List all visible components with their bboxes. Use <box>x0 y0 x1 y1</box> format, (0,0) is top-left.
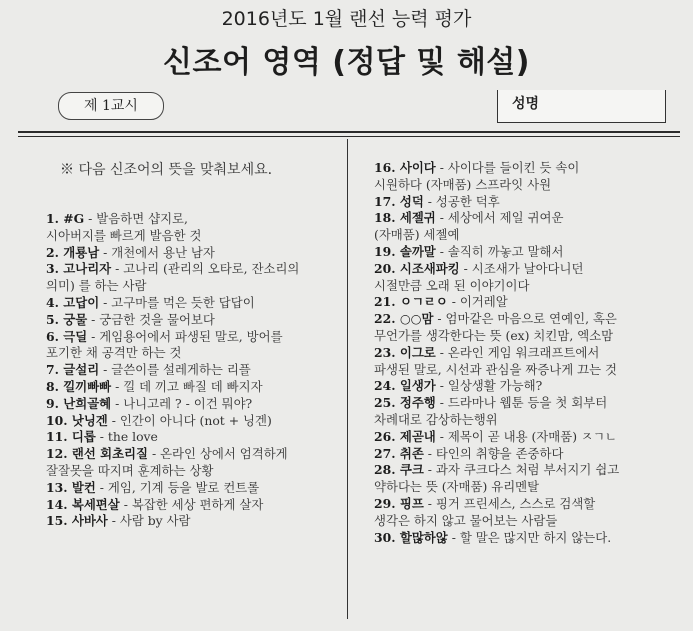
answer-term: 24. 일생가 <box>374 378 436 394</box>
answer-entry <box>46 362 342 379</box>
answer-definition: - 인간이 아니다 (not + 닝겐) <box>107 412 272 428</box>
answer-term: 19. 솔까말 <box>374 243 436 259</box>
answer-entry <box>374 160 682 177</box>
answer-term: 2. 개룡남 <box>46 244 100 260</box>
answer-entry <box>46 446 342 463</box>
answer-term: 5. 궁물 <box>46 311 88 327</box>
answer-entry <box>46 513 342 530</box>
answer-definition: - the love <box>95 429 158 445</box>
answer-entry-continued <box>46 278 342 295</box>
top-rule-thin <box>18 136 680 137</box>
answer-definition: - 제목이 곧 내용 (자매품) ㅈㄱㄴ <box>435 428 617 444</box>
answer-definition: - 이거레알 <box>447 294 508 310</box>
answer-entry <box>374 194 682 211</box>
answer-definition: - 개천에서 용난 남자 <box>99 244 215 260</box>
answer-term: 16. 사이다 <box>374 160 436 175</box>
answer-definition: 포기한 채 공격만 하는 것 <box>46 345 182 361</box>
name-label: 성명 <box>512 96 540 112</box>
answer-entry <box>374 530 682 547</box>
answer-entry-continued <box>374 479 682 496</box>
answer-definition: - 타인의 취향을 존중하다 <box>423 445 564 461</box>
answer-entry <box>374 378 682 395</box>
answer-definition: - 궁금한 것을 물어보다 <box>87 311 215 327</box>
answer-entry-continued <box>46 463 342 480</box>
answer-entry-continued <box>374 177 682 194</box>
answer-entry <box>46 312 342 329</box>
answer-term: 17. 성덕 <box>374 193 424 209</box>
answer-term: 11. 디롭 <box>46 429 96 445</box>
exam-title: 2016년도 1월 랜선 능력 평가 <box>221 8 472 30</box>
instruction-text: ※ 다음 신조어의 뜻을 맞춰보세요. <box>60 162 273 178</box>
answer-definition: - 사람 by 사람 <box>107 513 191 529</box>
answer-entry <box>46 295 342 312</box>
answer-entry <box>374 311 682 328</box>
answer-term: 20. 시조새파킹 <box>374 260 460 276</box>
answer-entry-continued <box>374 227 682 244</box>
answer-entry-continued <box>374 412 682 429</box>
answer-entry-continued <box>46 228 342 245</box>
answer-entry <box>46 261 342 278</box>
right-answer-column <box>374 160 682 546</box>
answer-term: 22. ○○맘 <box>374 311 434 327</box>
answer-definition: - 드라마나 웹툰 등을 첫 회부터 <box>435 395 608 411</box>
left-answer-column <box>46 211 342 530</box>
answer-term: 23. 이그로 <box>374 344 436 360</box>
column-divider <box>347 139 348 619</box>
answer-definition: 차례대로 감상하는행위 <box>374 411 498 427</box>
answer-definition: 파생된 말로, 시선과 관심을 짜증나게 끄는 것 <box>374 361 618 377</box>
name-field <box>497 90 666 123</box>
answer-entry <box>374 244 682 261</box>
answer-definition: - 사이다를 들이킨 듯 속이 <box>435 160 580 175</box>
answer-entry <box>46 329 342 346</box>
page-title: 신조어 영역 (정답 및 해설) <box>163 45 530 80</box>
answer-term: 25. 정주행 <box>374 395 436 411</box>
answer-term: 28. 쿠크 <box>374 462 424 478</box>
answer-definition: - 발음하면 샵지로, <box>84 211 188 226</box>
answer-entry <box>46 497 342 514</box>
answer-definition: - 낄 데 끼고 빠질 데 빠지자 <box>111 378 263 394</box>
answer-definition: (자매품) 세젤예 <box>374 227 460 243</box>
answer-definition: - 성공한 덕후 <box>423 193 500 209</box>
answer-entry <box>374 446 682 463</box>
answer-definition: - 게임용어에서 파생된 말로, 방어를 <box>87 328 283 344</box>
answer-term: 15. 사바사 <box>46 513 108 529</box>
answer-entry <box>46 396 342 413</box>
answer-definition: - 솔직히 까놓고 말해서 <box>435 243 564 259</box>
answer-term: 7. 글설리 <box>46 362 100 378</box>
answer-entry-continued <box>374 328 682 345</box>
answer-definition: - 세상에서 제일 귀여운 <box>435 210 564 226</box>
answer-term: 9. 난희골혜 <box>46 395 112 411</box>
answer-term: 26. 제곧내 <box>374 428 436 444</box>
answer-definition: 시아버지를 빠르게 발음한 것 <box>46 227 202 243</box>
answer-entry <box>374 429 682 446</box>
answer-definition: - 할 말은 많지만 하지 않는다. <box>447 529 612 545</box>
answer-entry <box>374 261 682 278</box>
answer-term: 21. ㅇㄱㄹㅇ <box>374 294 448 310</box>
answer-term: 10. 낫닝겐 <box>46 412 108 428</box>
answer-definition: - 복잡한 세상 편하게 살자 <box>119 496 264 512</box>
answer-term: 18. 세젤귀 <box>374 210 436 226</box>
answer-term: 3. 고나리자 <box>46 261 112 277</box>
answer-entry-continued <box>46 345 342 362</box>
answer-term: 8. 낄끼빠빠 <box>46 378 112 394</box>
answer-term: 14. 복세편살 <box>46 496 120 512</box>
answer-term: 29. 핑프 <box>374 495 424 511</box>
answer-definition: 생각은 하지 않고 물어보는 사람들 <box>374 512 558 528</box>
answer-definition: - 핑거 프린세스, 스스로 검색할 <box>423 495 596 511</box>
answer-definition: - 게임, 기계 등을 발로 컨트롤 <box>95 479 260 495</box>
answer-definition: - 고나리 (관리의 오타로, 잔소리의 <box>111 261 300 277</box>
answer-definition: - 온라인 상에서 엄격하게 <box>148 446 288 462</box>
answer-entry <box>374 210 682 227</box>
answer-entry <box>46 211 342 228</box>
answer-entry <box>374 496 682 513</box>
answer-entry-continued <box>374 278 682 295</box>
answer-entry <box>46 480 342 497</box>
answer-term: 1. #G <box>46 211 85 226</box>
answer-entry <box>374 462 682 479</box>
answer-term: 30. 할많하않 <box>374 529 448 545</box>
answer-term: 13. 발컨 <box>46 479 96 495</box>
answer-definition: 시절만큼 오래 된 이야기이다 <box>374 277 530 293</box>
top-rule <box>18 131 680 133</box>
answer-definition: - 온라인 게임 워크래프트에서 <box>435 344 600 360</box>
answer-entry <box>374 345 682 362</box>
period-badge: 제 1교시 <box>58 92 164 120</box>
answer-definition: - 나니고레 ? - 이건 뭐야? <box>111 395 253 411</box>
answer-term: 27. 취존 <box>374 445 424 461</box>
answer-definition: - 글쓴이를 설레게하는 리플 <box>99 362 251 378</box>
answer-entry-continued <box>374 362 682 379</box>
answer-definition: 잘잘못을 따지며 훈계하는 상황 <box>46 462 214 478</box>
answer-definition: - 고구마를 먹은 듯한 답답이 <box>99 294 255 310</box>
answer-term: 12. 랜선 회초리질 <box>46 446 149 462</box>
answer-definition: - 과자 쿠크다스 처럼 부서지기 쉽고 <box>423 462 620 478</box>
answer-definition: 시원하다 (자매품) 스프라잇 사원 <box>374 176 552 192</box>
answer-entry <box>46 413 342 430</box>
answer-term: 6. 극딜 <box>46 328 88 344</box>
answer-definition: 의미) 를 하는 사람 <box>46 278 147 294</box>
answer-definition: 약하다는 뜻 (자매품) 유리멘탈 <box>374 479 540 495</box>
answer-term: 4. 고답이 <box>46 294 100 310</box>
answer-definition: 무언가를 생각한다는 뜻 (ex) 치킨맘, 엑소맘 <box>374 327 614 343</box>
answer-entry <box>46 429 342 446</box>
answer-entry <box>374 294 682 311</box>
answer-definition: - 시조새가 날아다니던 <box>459 260 584 276</box>
answer-entry <box>374 395 682 412</box>
answer-definition: - 일상생활 가능해? <box>435 378 543 394</box>
answer-entry <box>46 245 342 262</box>
answer-entry-continued <box>374 513 682 530</box>
answer-entry <box>46 379 342 396</box>
answer-definition: - 엄마같은 마음으로 연예인, 혹은 <box>433 311 617 327</box>
